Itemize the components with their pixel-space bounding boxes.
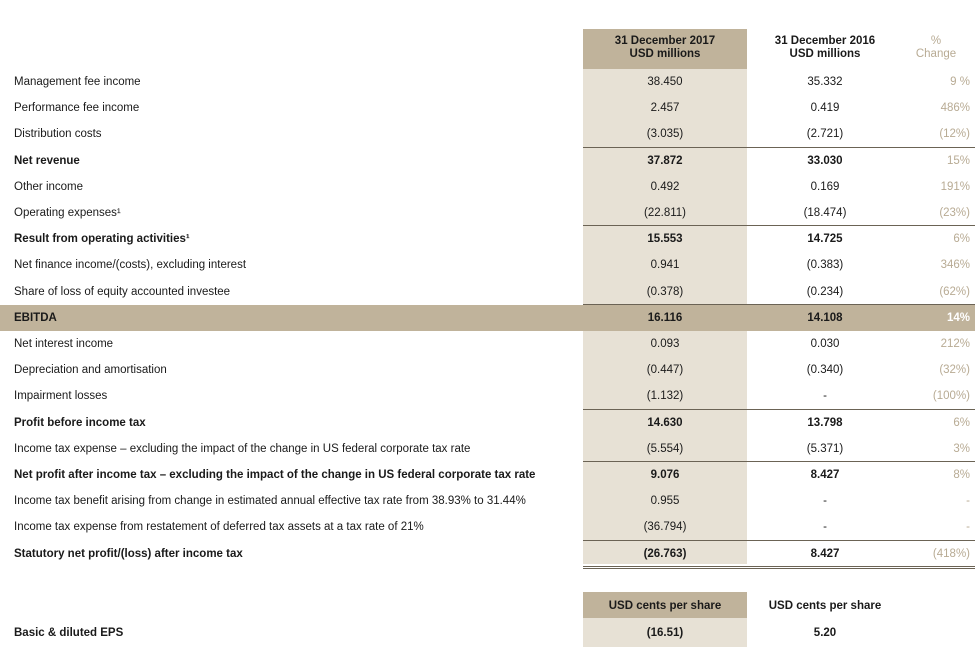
eps-value-2017: (16.51) <box>646 627 684 639</box>
value-2016: 0.169 <box>810 180 840 193</box>
value-2017: (22.811) <box>644 207 686 219</box>
table-row <box>0 226 975 252</box>
value-2016: - <box>823 521 827 534</box>
table-row <box>0 121 975 147</box>
table-row <box>0 174 975 200</box>
table-row <box>0 95 975 121</box>
value-2016: 0.419 <box>810 102 840 115</box>
header-2017 <box>583 35 747 61</box>
pct-change: 3% <box>953 442 970 455</box>
value-2017: 0.093 <box>650 338 680 350</box>
header-pct-change <box>900 35 972 61</box>
eps-label: Basic & diluted EPS <box>14 627 124 639</box>
table-row <box>0 410 975 436</box>
pct-change: 6% <box>953 233 970 246</box>
row-label: Income tax expense from restatement of deferred tax assets at a tax rate of 21% <box>14 521 424 534</box>
value-2017: (1.132) <box>646 390 684 403</box>
value-2017: 0.492 <box>650 180 680 193</box>
pct-change: 8% <box>953 469 970 481</box>
value-2017: 0.955 <box>650 495 680 508</box>
header-2016-line2: USD millions <box>789 48 861 60</box>
value-2017: 15.553 <box>647 233 683 246</box>
pct-change: 346% <box>940 259 970 272</box>
pct-change: 15% <box>946 154 970 167</box>
value-2016: (0.234) <box>806 285 844 298</box>
header-pct-line2: Change <box>915 48 957 60</box>
value-2017: 14.630 <box>647 416 683 429</box>
value-2017: 2.457 <box>650 102 680 115</box>
pct-change: (32%) <box>939 364 970 377</box>
row-label: EBITDA <box>14 311 57 324</box>
eps-row <box>0 620 975 646</box>
row-label: Performance fee income <box>14 102 140 115</box>
ebitda-row <box>0 305 975 331</box>
value-2017: 0.941 <box>650 259 680 272</box>
table-row <box>0 69 975 95</box>
header-pct-line1: % <box>930 35 942 47</box>
header-2016-line1: 31 December 2016 <box>774 35 876 47</box>
table-row <box>0 357 975 383</box>
value-2016: - <box>823 495 827 508</box>
pct-change: 486% <box>940 102 970 115</box>
row-label: Net interest income <box>14 338 114 350</box>
value-2016: (0.383) <box>806 259 844 272</box>
header-2017-line2: USD millions <box>629 48 701 60</box>
row-label: Share of loss of equity accounted investee <box>14 285 231 298</box>
value-2016: 33.030 <box>807 154 843 167</box>
pct-change: 212% <box>940 338 970 350</box>
value-2017: 37.872 <box>647 154 683 167</box>
row-label: Profit before income tax <box>14 416 146 429</box>
value-2016: 13.798 <box>807 416 843 429</box>
table-row <box>0 148 975 174</box>
value-2016: (0.340) <box>806 364 844 377</box>
row-label: Other income <box>14 180 84 193</box>
value-2016: 0.030 <box>810 338 840 350</box>
row-label: Statutory net profit/(loss) after income tax <box>14 547 243 560</box>
value-2016: 8.427 <box>810 547 840 560</box>
table-row <box>0 279 975 305</box>
row-label: Net profit after income tax – excluding the impact of the change in US federal corporate tax rate <box>14 469 536 481</box>
pct-change: 6% <box>953 416 970 429</box>
value-2016: 14.108 <box>807 311 843 324</box>
row-label: Result from operating activities¹ <box>14 233 190 246</box>
eps-header-2017: USD cents per share <box>608 600 722 612</box>
value-2016: (18.474) <box>803 207 847 219</box>
value-2016: (5.371) <box>806 442 844 455</box>
table-row <box>0 200 975 226</box>
table-row <box>0 462 975 488</box>
header-2017-line1: 31 December 2017 <box>614 35 716 47</box>
pct-change: 9 % <box>950 76 970 88</box>
table-row <box>0 436 975 462</box>
value-2017: (26.763) <box>643 547 687 560</box>
table-row <box>0 252 975 278</box>
pct-change: - <box>966 521 970 534</box>
row-label: Distribution costs <box>14 128 102 141</box>
pct-change: - <box>966 495 970 508</box>
value-2016: (2.721) <box>806 128 844 141</box>
value-2017: 16.116 <box>647 311 683 324</box>
row-label: Income tax benefit arising from change in estimated annual effective tax rate from 38.93% to 31.44% <box>14 495 526 508</box>
row-divider <box>583 568 975 569</box>
value-2017: (36.794) <box>643 521 687 534</box>
value-2017: (0.378) <box>646 285 684 298</box>
row-divider <box>583 566 975 567</box>
value-2016: 35.332 <box>807 76 843 88</box>
pct-change: (62%) <box>939 285 970 298</box>
value-2017: 38.450 <box>647 76 683 88</box>
table-row <box>0 488 975 514</box>
row-label: Net revenue <box>14 154 80 167</box>
table-row <box>0 383 975 409</box>
value-2016: 8.427 <box>810 469 840 481</box>
row-label: Operating expenses¹ <box>14 207 121 219</box>
table-row <box>0 541 975 567</box>
value-2017: (5.554) <box>646 442 684 455</box>
pct-change: (23%) <box>939 207 970 219</box>
header-2016 <box>750 35 900 61</box>
table-row <box>0 331 975 357</box>
row-label: Management fee income <box>14 76 141 88</box>
value-2017: (0.447) <box>646 364 684 377</box>
row-label: Income tax expense – excluding the impact of the change in US federal corporate tax rate <box>14 442 471 455</box>
pct-change: (418%) <box>932 547 970 560</box>
table-row <box>0 514 975 540</box>
row-label: Depreciation and amortisation <box>14 364 167 377</box>
value-2017: (3.035) <box>646 128 684 141</box>
value-2017: 9.076 <box>650 469 680 481</box>
value-2016: 14.725 <box>807 233 843 246</box>
pct-change: 14% <box>946 311 970 324</box>
eps-header-2016: USD cents per share <box>768 600 882 612</box>
eps-value-2016: 5.20 <box>813 627 837 639</box>
pct-change: (12%) <box>939 128 970 141</box>
row-label: Impairment losses <box>14 390 108 403</box>
value-2016: - <box>823 390 827 403</box>
pct-change: (100%) <box>932 390 970 403</box>
pct-change: 191% <box>940 180 970 193</box>
row-label: Net finance income/(costs), excluding interest <box>14 259 247 272</box>
